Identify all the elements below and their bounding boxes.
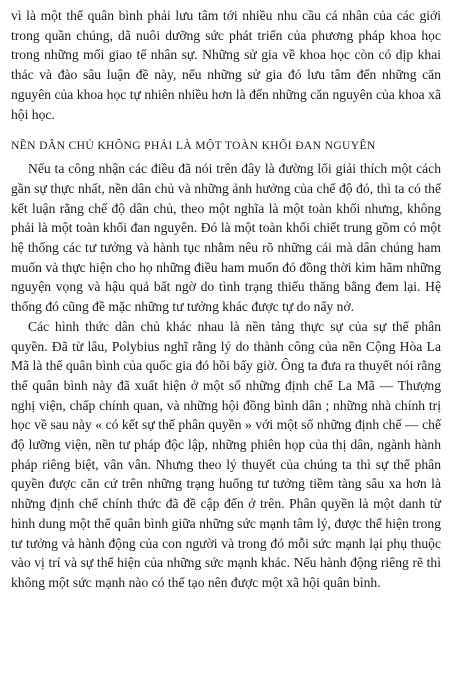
paragraph-continuation: vì là một thế quân bình phải lưu tâm tới nhiều nhu cầu cá nhân của các giới trong quần chúng, dã nuôi dưỡng sức phát triển của phương pháp khoa học trong những mối giao tế nhân sự. Những sử gia về khoa học còn có dịp khai thác và đào sâu luận đề này, nếu những sử gia đó lưu tâm đến những căn nguyên của khoa học tự nhiên nhiều hơn là đến những căn nguyên của khoa xã hội học. bbox=[11, 8, 441, 122]
paragraph-separation-of-powers: Các hình thức dân chủ khác nhau là nền tảng thực sự của sự thế phân quyền. Đã từ lâu, Polybius nghĩ rằng lý do thành công của nền Cộng Hòa La Mã là thế quân bình của quốc gia đó hồi bấy giờ. Ông ta đưa ra thuyết nói rằng thế quân bình này đã xuất hiện ở một số những định chế La Mã — Thượng nghị viện, chấp chính quan, và những hội đồng bình dân ; những nhà chính trị học về sau này « có kết sự thế phân quyền » với một số những định chế — chế độ lưỡng viện, nền tư pháp độc lập, những phiên họp của thị dân, ngành hành pháp riêng biệt, vân vân. Nhưng theo lý thuyết của chúng ta thì sự thế phân quyền được căn cứ trên những trạng huống tư tưởng tiềm tàng sâu xa hơn là những định chế chính thức đã đề cập đến ở trên. Phân quyền là một danh từ hình dung một thế quân bình giữa những sức mạnh tâm lý, được thể hiện trong tư tưởng và hành động của con người và trong đó mỗi sức mạnh lại phụ thuộc vào vị trí và sự thể hiện của những sức mạnh khác. Nếu hành động riêng rẽ thì không một sức mạnh nào có thể tạo nên được một xã hội quân bình. bbox=[11, 318, 441, 590]
section-heading: NỀN DÂN CHỦ KHÔNG PHẢI LÀ MỘT TOÀN KHỐI ĐAN NGUYÊN bbox=[11, 139, 376, 153]
paragraph-democracy-definition: Nếu ta công nhận các điều đã nói trên đây là đường lối giải thích một cách gần sự thực nhất, nền dân chủ và những ảnh hưởng của chế độ đó, thì ta có thể kết luận rằng chế độ dân chủ, theo một nghĩa là một toàn khối nhưng, không phải là một toàn khối đan nguyên. Đó là một toàn khối chiết trung gồm có một hệ thống các tư tưởng và hành tục nhằm nêu rõ những cái mà dân chúng ham muốn và thực hiện cho họ những điều ham muốn đó đồng thời kìm hãm những nguyện vọng và hậu quả bất ngờ do tình trạng thiếu thăng bằng đem lại. Hệ thống đó cũng đề mặc những tư tưởng khác được tự do nẩy nở. bbox=[11, 161, 441, 315]
